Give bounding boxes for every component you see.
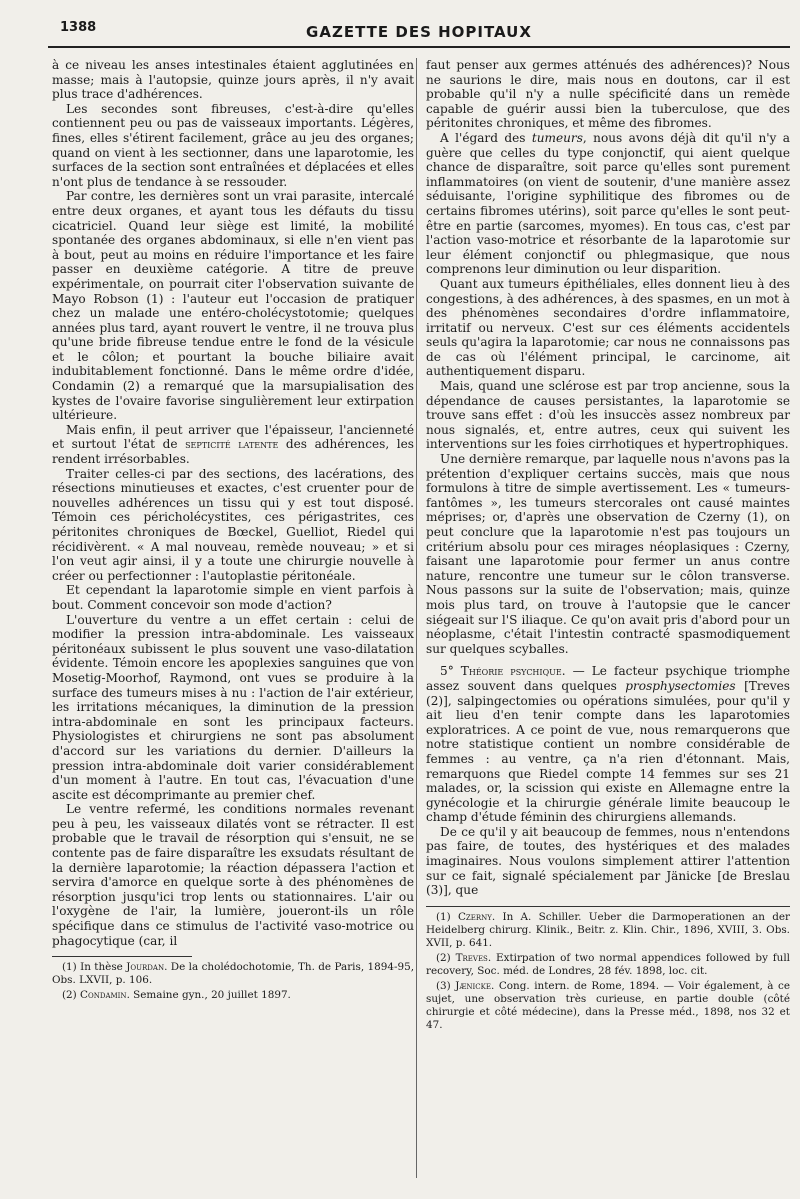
paragraph [426,131,790,277]
footnote-rule [426,906,790,907]
italic-term: tumeurs [531,130,583,145]
footnote [426,911,790,950]
right-column [426,58,790,1034]
text-run: . — Le facteur psychique triomphe assez souvent dans quelques [426,664,790,693]
paragraph: Et cependant la laparotomie simple en vient parfois à bout. Comment concevoir son mode d'action? [52,583,414,612]
paragraph: Le ventre refermé, les conditions normales revenant peu à peu, les vaisseaux dilatés vont se rétracter. Il est probable que le travail de résorption qui s'ensuit, ne se contente pas de faire disparaître les exsudats résultant de la dernière laparotomie; la réaction dépassera l'action et servira d'amorce en quelque sorte à des phénomènes de résorption jusqu'ici trop lents ou stationnaires. L'air ou l'oxygène de l'air, la lumière, joueront-ils un rôle spécifique dans ce stimulus de l'activité vaso-motrice ou phagocytique (car, il [52,802,414,948]
small-caps-author: Jourdan [126,961,165,974]
text-run: A l'égard des [440,130,532,145]
text-run: . De la cholédochotomie, Th. de Paris, 1894-95, Obs. LXVII, p. 106. [52,961,415,987]
page-number: 1388 [60,20,97,35]
small-caps-author: (2) Condamin [62,989,127,1002]
paragraph: à ce niveau les anses intestinales étaient agglutinées en masse; mais à l'autopsie, quinze jours après, il n'y avait plus trace d'adhérences. [52,58,414,102]
footnote [52,989,414,1002]
paragraph: Les secondes sont fibreuses, c'est-à-dire qu'elles contiennent peu ou pas de vaisseaux importants. Légères, fines, elles s'étirent facilement, grâce au jeu des organes; quand on vient à les sectionner, dans une laparotomie, les surfaces de la section sont entraînées et déplacées et elles n'ont plus de tendance à se ressouder. [52,101,414,189]
text-run: des adhérences, les rendent irrésorbables. [52,437,415,467]
footnote-rule [52,956,192,957]
paragraph: Par contre, les dernières sont un vrai parasite, intercalé entre deux organes, et ayant tous les défauts du tissu cicatriciel. Quand leur siège est limité, la mobilité spontanée des organes abdominaux, si elle n'en vient pas à bout, peut au moins en réduire l'importance et les faire passer en deuxième catégorie. A titre de preuve expérimentale, on pourrait citer l'observation suivante de Mayo Robson (1) : l'auteur eut l'occasion de pratiquer chez un malade une entéro-cholécystotomie; quelques années plus tard, ayant rouvert le ventre, il ne trouva plus qu'une bride fibreuse tendue entre le fond de la vésicule et le côlon; et pourtant la bouche biliaire avait indubitablement fonctionné. Dans le même ordre d'idée, Condamin (2) a remarqué que la marsupialisation des kystes de l'ovaire favorise singulièrement leur extirpation ultérieure. [52,189,414,423]
column-divider [416,58,417,1178]
small-caps-term: septicité latente [185,437,279,452]
page-header [48,10,790,48]
italic-term: prosphysectomies [625,678,736,693]
text-run: . Semaine gyn., 20 juillet 1897. [126,989,291,1002]
section-heading: Théorie psychique [460,664,562,679]
footnote [426,980,790,1032]
text-run: . Extirpation of two normal appendices followed by full recovery, Soc. méd. de Londres, 28 fév. 1898, loc. cit. [426,951,790,977]
text-run: . Cong. intern. de Rome, 1894. — Voir également, à ce sujet, une observation très curieuse, en partie double (côté chirurgie et côté médecine), dans la Presse méd., 1898, nos 32 et 47. [426,979,790,1031]
small-caps-author: (3) Jænicke [436,979,492,992]
text-run: Mais enfin, il peut arriver que l'épaisseur, l'ancienneté et surtout l'état de [52,422,414,452]
text-run: (1) In thèse [62,961,127,974]
small-caps-author: (1) Czerny [436,910,492,923]
text-run: [Treves (2)], salpingectomies ou opérations simulées, pour qu'il y ait lieu d'en tenir compte dans les laparotomies exploratrices. A ce point de vue, nous remarquerons que notre statistique contient un nombre considérable de femmes : au ventre, ça n'a rien d'étonnant. Mais, remarquons que Riedel compte 14 femmes sur ses 21 malades, or, la scission qui existe en Allemagne entre la gynécologie et la chirurgie générale limite beaucoup le champ d'étude féminin des chirurgiens allemands. [426,678,790,825]
footnote [52,961,414,987]
journal-title: GAZETTE DES HOPITAUX [306,23,532,41]
small-caps-author: (2) Treves [436,951,488,964]
paragraph [52,423,414,467]
text-run: , nous avons déjà dit qu'il n'y a guère que celles du type conjonctif, qui aient quelque chance de disparaître, soit parce qu'elles sont purement inflammatoires (on vient de soutenir, d'une manière assez séduisante, l'origine syphilitique des fibromes ou de certains fibromes utérins), soit parce qu'elles le sont peut-être en partie (sarcomes, myomes). En tous cas, c'est par l'action vaso-motrice et résorbante de la laparotomie sur leur élément conjonctif ou phlegmasique, que nous comprenons leur diminution ou leur disparition. [426,130,790,277]
text-run: . In A. Schiller. Ueber die Darmoperationen an der Heidelberg chirurg. Klinik., Beitr. z. Klin. Chir., 1896, XVIII, 3. Obs. XVII, p. 641. [426,910,790,949]
paragraph: faut penser aux germes atténués des adhérences)? Nous ne saurions le dire, mais nous en doutons, car il est probable qu'il n'y a nulle spécificité dans un remède capable de guérir aussi bien la tuberculose, que des péritonites chroniques, et même des fibromes. [426,58,790,131]
section-number: 5° [440,664,461,679]
paragraph: Une dernière remarque, par laquelle nous n'avons pas la prétention d'expliquer certains succès, mais que nous formulons à titre de simple avertissement. Les « tumeurs-fantômes », les tumeurs stercorales ont causé maintes méprises; or, d'après une observation de Czerny (1), on peut conclure que la laparotomie n'est pas toujours un critérium absolu pour ces mirages néoplasiques : Czerny, faisant une laparotomie pour fermer un anus contre nature, rencontre une tumeur sur le côlon transverse. Nous passons sur la suite de l'observation; mais, quinze mois plus tard, on trouve à l'autopsie que le cancer siégeait sur l'S iliaque. Ce qu'on avait pris d'abord pour un néoplasme, c'était l'intestin contracté spasmodiquement sur quelques scyballes. [426,452,790,656]
footnote [426,952,790,978]
footnotes-left [52,961,414,1002]
paragraph: Traiter celles-ci par des sections, des lacérations, des résections minutieuses et exactes, c'est cruenter pour de nouvelles adhérences un tissu qui y est tout disposé. Témoin ces péricholécystites, ces périgastrites, ces péritonites chroniques de Bœckel, Guelliot, Riedel qui récidivèrent. « A mal nouveau, remède nouveau; » et si l'on veut agir ainsi, il y a toute une chirurgie nouvelle à créer ou perfectionner : l'autoplastie péritonéale. [52,466,414,583]
paragraph: Mais, quand une sclérose est par trop ancienne, sous la dépendance de causes persistantes, la laparotomie se trouve sans effet : d'où les insuccès assez nombreux par nous signalés, et, entre autres, ceux qui suivent les interventions sur les foies cirrhotiques et hypertrophiques. [426,379,790,452]
paragraph: L'ouverture du ventre a un effet certain : celui de modifier la pression intra-abdominale. Les vaisseaux péritonéaux subissent le plus souvent une vaso-dilatation évidente. Témoin encore les apoplexies sanguines que von Mosetig-Moorhof, Raymond, ont vues se produire à la surface des tumeurs mises à nu : l'action de l'air extérieur, les irritations mécaniques, la diminution de la pression intra-abdominale en sont les principaux facteurs. Physiologistes et chirurgiens ne sont pas absolument d'accord sur les variations du dernier. D'ailleurs la pression intra-abdominale doit varier considérablement d'un moment à l'autre. En tout cas, l'évacuation d'une ascite est décomprimante au premier chef. [52,612,414,802]
paragraph: De ce qu'il y ait beaucoup de femmes, nous n'entendons pas faire, de toutes, des hystériques et des malades imaginaires. Nous voulons simplement attirer l'attention sur ce fait, signalé spécialement par Jänicke [de Breslau (3)], que [426,824,790,898]
paragraph: Quant aux tumeurs épithéliales, elles donnent lieu à des congestions, à des adhérences, à des spasmes, en un mot à des phénomènes secondaires d'ordre inflammatoire, irritatif ou nerveux. C'est sur ces éléments accidentels seuls qu'agira la laparotomie; car nous ne connaissons pas de cas où l'élément principal, le carcinome, ait authentiquement disparu. [426,276,790,379]
left-column [52,58,414,1004]
section-paragraph [426,664,790,825]
footnotes-right [426,911,790,1032]
